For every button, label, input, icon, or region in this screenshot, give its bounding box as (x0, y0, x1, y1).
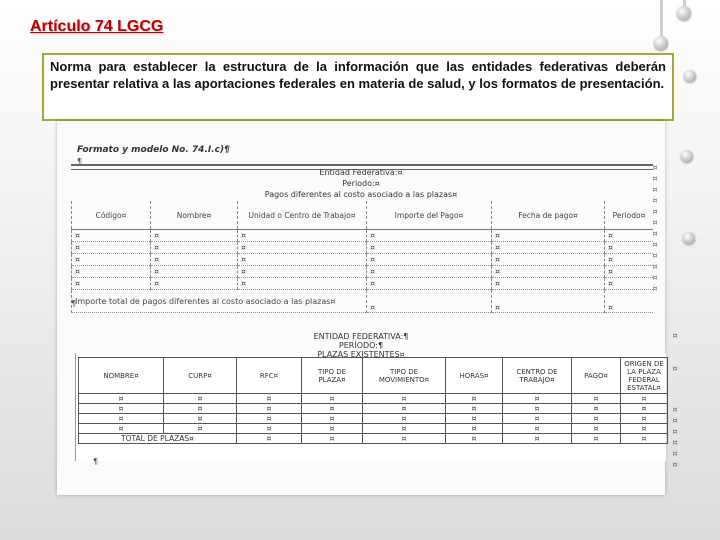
table-row (79, 404, 668, 414)
edge-mark: ¤ (672, 405, 678, 414)
table-row (72, 266, 654, 278)
table-cell: ¤ (237, 414, 302, 424)
form2-entity-label: ENTIDAD FEDERATIVA:¶ (313, 332, 409, 341)
table-cell: ¤ (605, 278, 654, 290)
column-header: HORAS¤ (446, 358, 503, 394)
table-cell: ¤ (363, 404, 446, 414)
table-cell: ¤ (492, 254, 605, 266)
table-cell: ¤ (503, 424, 572, 434)
table-cell: ¤ (503, 414, 572, 424)
table-cell: ¤ (621, 414, 668, 424)
table-cell: ¤ (446, 404, 503, 414)
table-cell: ¤ (503, 394, 572, 404)
table-cell: ¤ (302, 414, 363, 424)
table-cell: ¤ (367, 242, 492, 254)
table-cell: ¤ (446, 414, 503, 424)
table-cell: ¤ (503, 404, 572, 414)
form2-edge-marks (670, 330, 680, 470)
table-cell: ¤ (367, 254, 492, 266)
edge-mark: ¤ (672, 331, 678, 340)
pin-icon (654, 36, 668, 50)
table-cell: ¤ (237, 424, 302, 434)
total-label: TOTAL DE PLAZAS¤ (79, 434, 237, 444)
column-header: Unidad o Centro de Trabajo¤ (238, 201, 367, 230)
edge-mark: ¤ (652, 185, 658, 194)
table-cell: ¤ (572, 434, 621, 444)
table-cell: ¤ (363, 434, 446, 444)
edge-mark: ¤ (652, 163, 658, 172)
table-row (72, 254, 654, 266)
column-header: PAGO¤ (572, 358, 621, 394)
column-header: NOMBRE¤ (79, 358, 164, 394)
edge-mark: ¤ (672, 364, 678, 373)
table-cell: ¤ (72, 242, 151, 254)
table-cell: ¤ (503, 434, 572, 444)
column-header: RFC¤ (237, 358, 302, 394)
table-cell: ¤ (238, 230, 367, 242)
table-row (79, 424, 668, 434)
table-row (72, 278, 654, 290)
edge-mark: ¤ (672, 427, 678, 436)
table-cell: ¤ (164, 394, 237, 404)
table-cell: ¤ (237, 394, 302, 404)
form2-subtitle: PLAZAS EXISTENTES¤ (317, 350, 405, 359)
edge-mark: ¤ (652, 174, 658, 183)
column-header: Fecha de pago¤ (492, 201, 605, 230)
table-header-row (79, 358, 668, 394)
table-cell: ¤ (367, 266, 492, 278)
table-cell: ¤ (492, 266, 605, 278)
table-cell: ¤ (572, 424, 621, 434)
edge-mark: ¤ (652, 251, 658, 260)
table-cell: ¤ (79, 394, 164, 404)
table-cell: ¤ (151, 254, 238, 266)
table-cell: ¤ (492, 278, 605, 290)
table-cell: ¤ (572, 404, 621, 414)
table-cell: ¤ (302, 394, 363, 404)
edge-mark: ¤ (652, 229, 658, 238)
table-cell: ¤ (605, 242, 654, 254)
table-cell: ¤ (605, 230, 654, 242)
table-cell: ¤ (605, 266, 654, 278)
table-cell: ¤ (151, 266, 238, 278)
edge-mark: ¤ (652, 196, 658, 205)
table-cell: ¤ (151, 278, 238, 290)
table-cell: ¤ (72, 230, 151, 242)
table-cell: ¤ (363, 414, 446, 424)
table-cell: ¤ (492, 290, 605, 313)
table-cell: ¤ (72, 278, 151, 290)
edge-mark: ¤ (672, 438, 678, 447)
table-cell: ¤ (605, 290, 654, 313)
column-header: CURP¤ (164, 358, 237, 394)
table-cell: ¤ (363, 424, 446, 434)
column-header: TIPO DE MOVIMIENTO¤ (363, 358, 446, 394)
form1-edge-marks (650, 162, 660, 294)
pin-icon (683, 232, 695, 244)
table-cell: ¤ (79, 404, 164, 414)
table-cell: ¤ (151, 230, 238, 242)
table-row (72, 230, 654, 242)
form1-table (71, 201, 653, 313)
table-row (79, 394, 668, 404)
pin-icon (684, 70, 696, 82)
edge-mark: ¤ (652, 207, 658, 216)
table-cell: ¤ (238, 254, 367, 266)
table-cell: ¤ (367, 230, 492, 242)
table-cell: ¤ (492, 242, 605, 254)
column-header: Código¤ (72, 201, 151, 230)
table-cell: ¤ (363, 394, 446, 404)
table-header-row (72, 201, 654, 230)
edge-mark: ¤ (652, 262, 658, 271)
table-cell: ¤ (621, 424, 668, 434)
table-cell: ¤ (367, 278, 492, 290)
table-cell: ¤ (446, 424, 503, 434)
table-total-row (79, 434, 668, 444)
edge-mark: ¤ (652, 240, 658, 249)
edge-mark: ¤ (672, 460, 678, 469)
table-cell: ¤ (79, 424, 164, 434)
table-cell: ¤ (72, 266, 151, 278)
table-cell: ¤ (79, 414, 164, 424)
table-cell: ¤ (164, 424, 237, 434)
table-cell: ¤ (72, 254, 151, 266)
edge-mark: ¤ (672, 416, 678, 425)
total-label: Importe total de pagos diferentes al costo asociado a las plazas¤ (72, 290, 367, 313)
form1-end-mark: ¶ (71, 299, 77, 308)
column-header: CENTRO DE TRABAJO¤ (503, 358, 572, 394)
edge-mark: ¤ (652, 284, 658, 293)
table-total-row (72, 290, 654, 313)
form1-period-label: Periodo:¤ (342, 179, 380, 188)
table-cell: ¤ (302, 424, 363, 434)
table-cell: ¤ (238, 242, 367, 254)
table-cell: ¤ (237, 434, 302, 444)
page-title: Artículo 74 LGCG (30, 18, 164, 35)
column-header: Importe del Pago¤ (367, 201, 492, 230)
form1-caption: Formato y modelo No. 74.I.c)¶ (77, 145, 230, 155)
table-cell: ¤ (621, 404, 668, 414)
edge-mark: ¤ (652, 218, 658, 227)
table-cell: ¤ (151, 242, 238, 254)
form2-period-label: PERÍODO:¶ (338, 341, 384, 350)
table-row (79, 414, 668, 424)
table-cell: ¤ (237, 404, 302, 414)
column-header: TIPO DE PLAZA¤ (302, 358, 363, 394)
table-cell: ¤ (367, 290, 492, 313)
column-header: ORIGEN DE LA PLAZA FEDERAL ESTATAL¤ (621, 358, 668, 394)
table-cell: ¤ (446, 394, 503, 404)
table-cell: ¤ (302, 404, 363, 414)
table-cell: ¤ (302, 434, 363, 444)
document-scan (57, 121, 665, 495)
form2-table (78, 357, 668, 444)
table-cell: ¤ (238, 266, 367, 278)
table-cell: ¤ (492, 230, 605, 242)
pin-icon (677, 6, 691, 20)
description-box: Norma para establecer la estructura de la información que las entidades federativas deberán presentar relativa a las aportaciones federales en materia de salud, y los formatos de presentación. (42, 53, 674, 121)
table-row (72, 242, 654, 254)
table-cell: ¤ (446, 434, 503, 444)
table-cell: ¤ (164, 404, 237, 414)
table-cell: ¤ (572, 394, 621, 404)
form1-entity-label: Entidad Federativa:¤ (319, 168, 403, 177)
form2-end-mark: ¶ (93, 457, 99, 466)
table-cell: ¤ (605, 254, 654, 266)
column-header: Periodo¤ (605, 201, 654, 230)
form1-pilcrow: ¶ (77, 157, 83, 166)
column-header: Nombre¤ (151, 201, 238, 230)
edge-mark: ¤ (652, 273, 658, 282)
table-cell: ¤ (238, 278, 367, 290)
table-cell: ¤ (621, 434, 668, 444)
pin-icon (681, 150, 693, 162)
table-cell: ¤ (621, 394, 668, 404)
table-cell: ¤ (164, 414, 237, 424)
edge-mark: ¤ (672, 449, 678, 458)
form1-subtitle: Pagos diferentes al costo asociado a las plazas¤ (264, 190, 458, 199)
table-cell: ¤ (572, 414, 621, 424)
